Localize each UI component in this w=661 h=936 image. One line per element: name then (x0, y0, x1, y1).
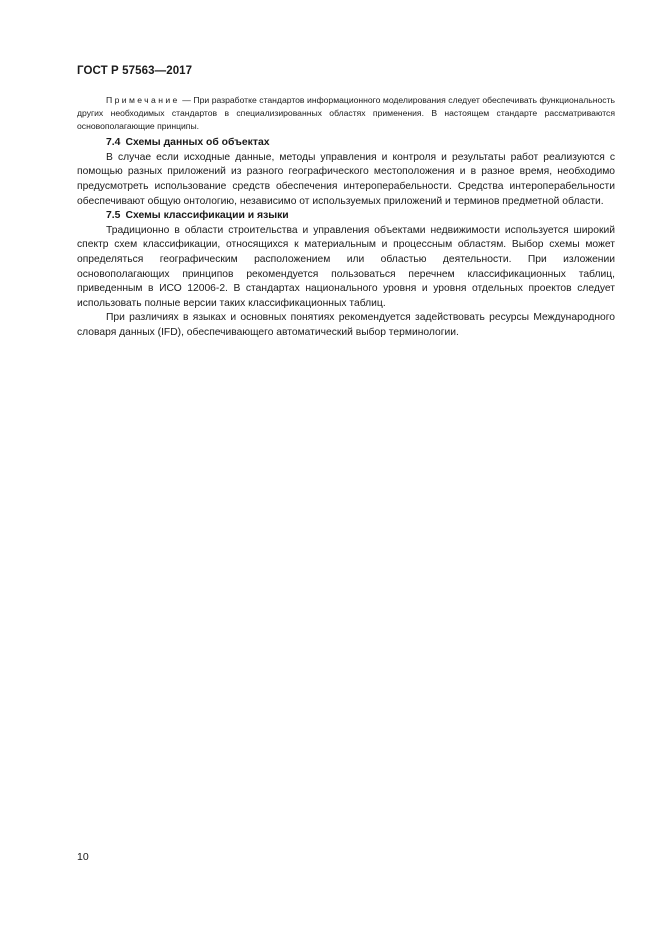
section-7-5-paragraph-2: При различиях в языках и основных понятиях рекомендуется задействовать ресурсы Международного словаря данных (IFD), обеспечивающего автоматический выбор терминологии. (77, 312, 615, 338)
note-paragraph (77, 94, 615, 132)
section-7-5-paragraph-1: Традиционно в области строительства и управления объектами недвижимости используется широкий спектр схем классификации, относящихся к материальным и процессным областям. Выбор схемы может определяться географическим расположением или областью деятельности. При изложении основополагающих принципов рекомендуется пользоваться перечнем классификационных таблиц, приведенным в ИСО 12006-2. В стандартах национального уровня и уровня отдельных проектов следует использовать полные версии таких классификационных таблиц. (77, 224, 615, 309)
note-label: Примечание (106, 95, 180, 105)
page-content (77, 94, 615, 341)
note-text: При разработке стандартов информационного моделирования следует обеспечивать функциональность других необходимых стандартов в специализированных областях применения. В настоящем стандарте рассматриваются основополагающие принципы. (77, 95, 615, 131)
section-7-4-paragraph: В случае если исходные данные, методы управления и контроля и результаты работ реализуются с помощью разных приложений из разного географического местоположения и в разное время, необходимо предусмотреть использование средств обеспечения интероперабельности. Средства интероперабельности обеспечивают общую онтологию, независимо от используемых приложений и терминов предметной области. (77, 151, 615, 207)
section-title: Схемы классификации и языки (125, 210, 289, 222)
note-dash: — (179, 95, 194, 105)
page-number: 10 (77, 851, 89, 863)
section-number: 7.4 (106, 137, 121, 149)
section-number: 7.5 (106, 210, 121, 222)
section-heading-7-5 (77, 209, 615, 224)
section-title: Схемы данных об объектах (125, 137, 270, 149)
standard-header: ГОСТ Р 57563—2017 (77, 65, 193, 77)
section-heading-7-4 (77, 136, 615, 151)
